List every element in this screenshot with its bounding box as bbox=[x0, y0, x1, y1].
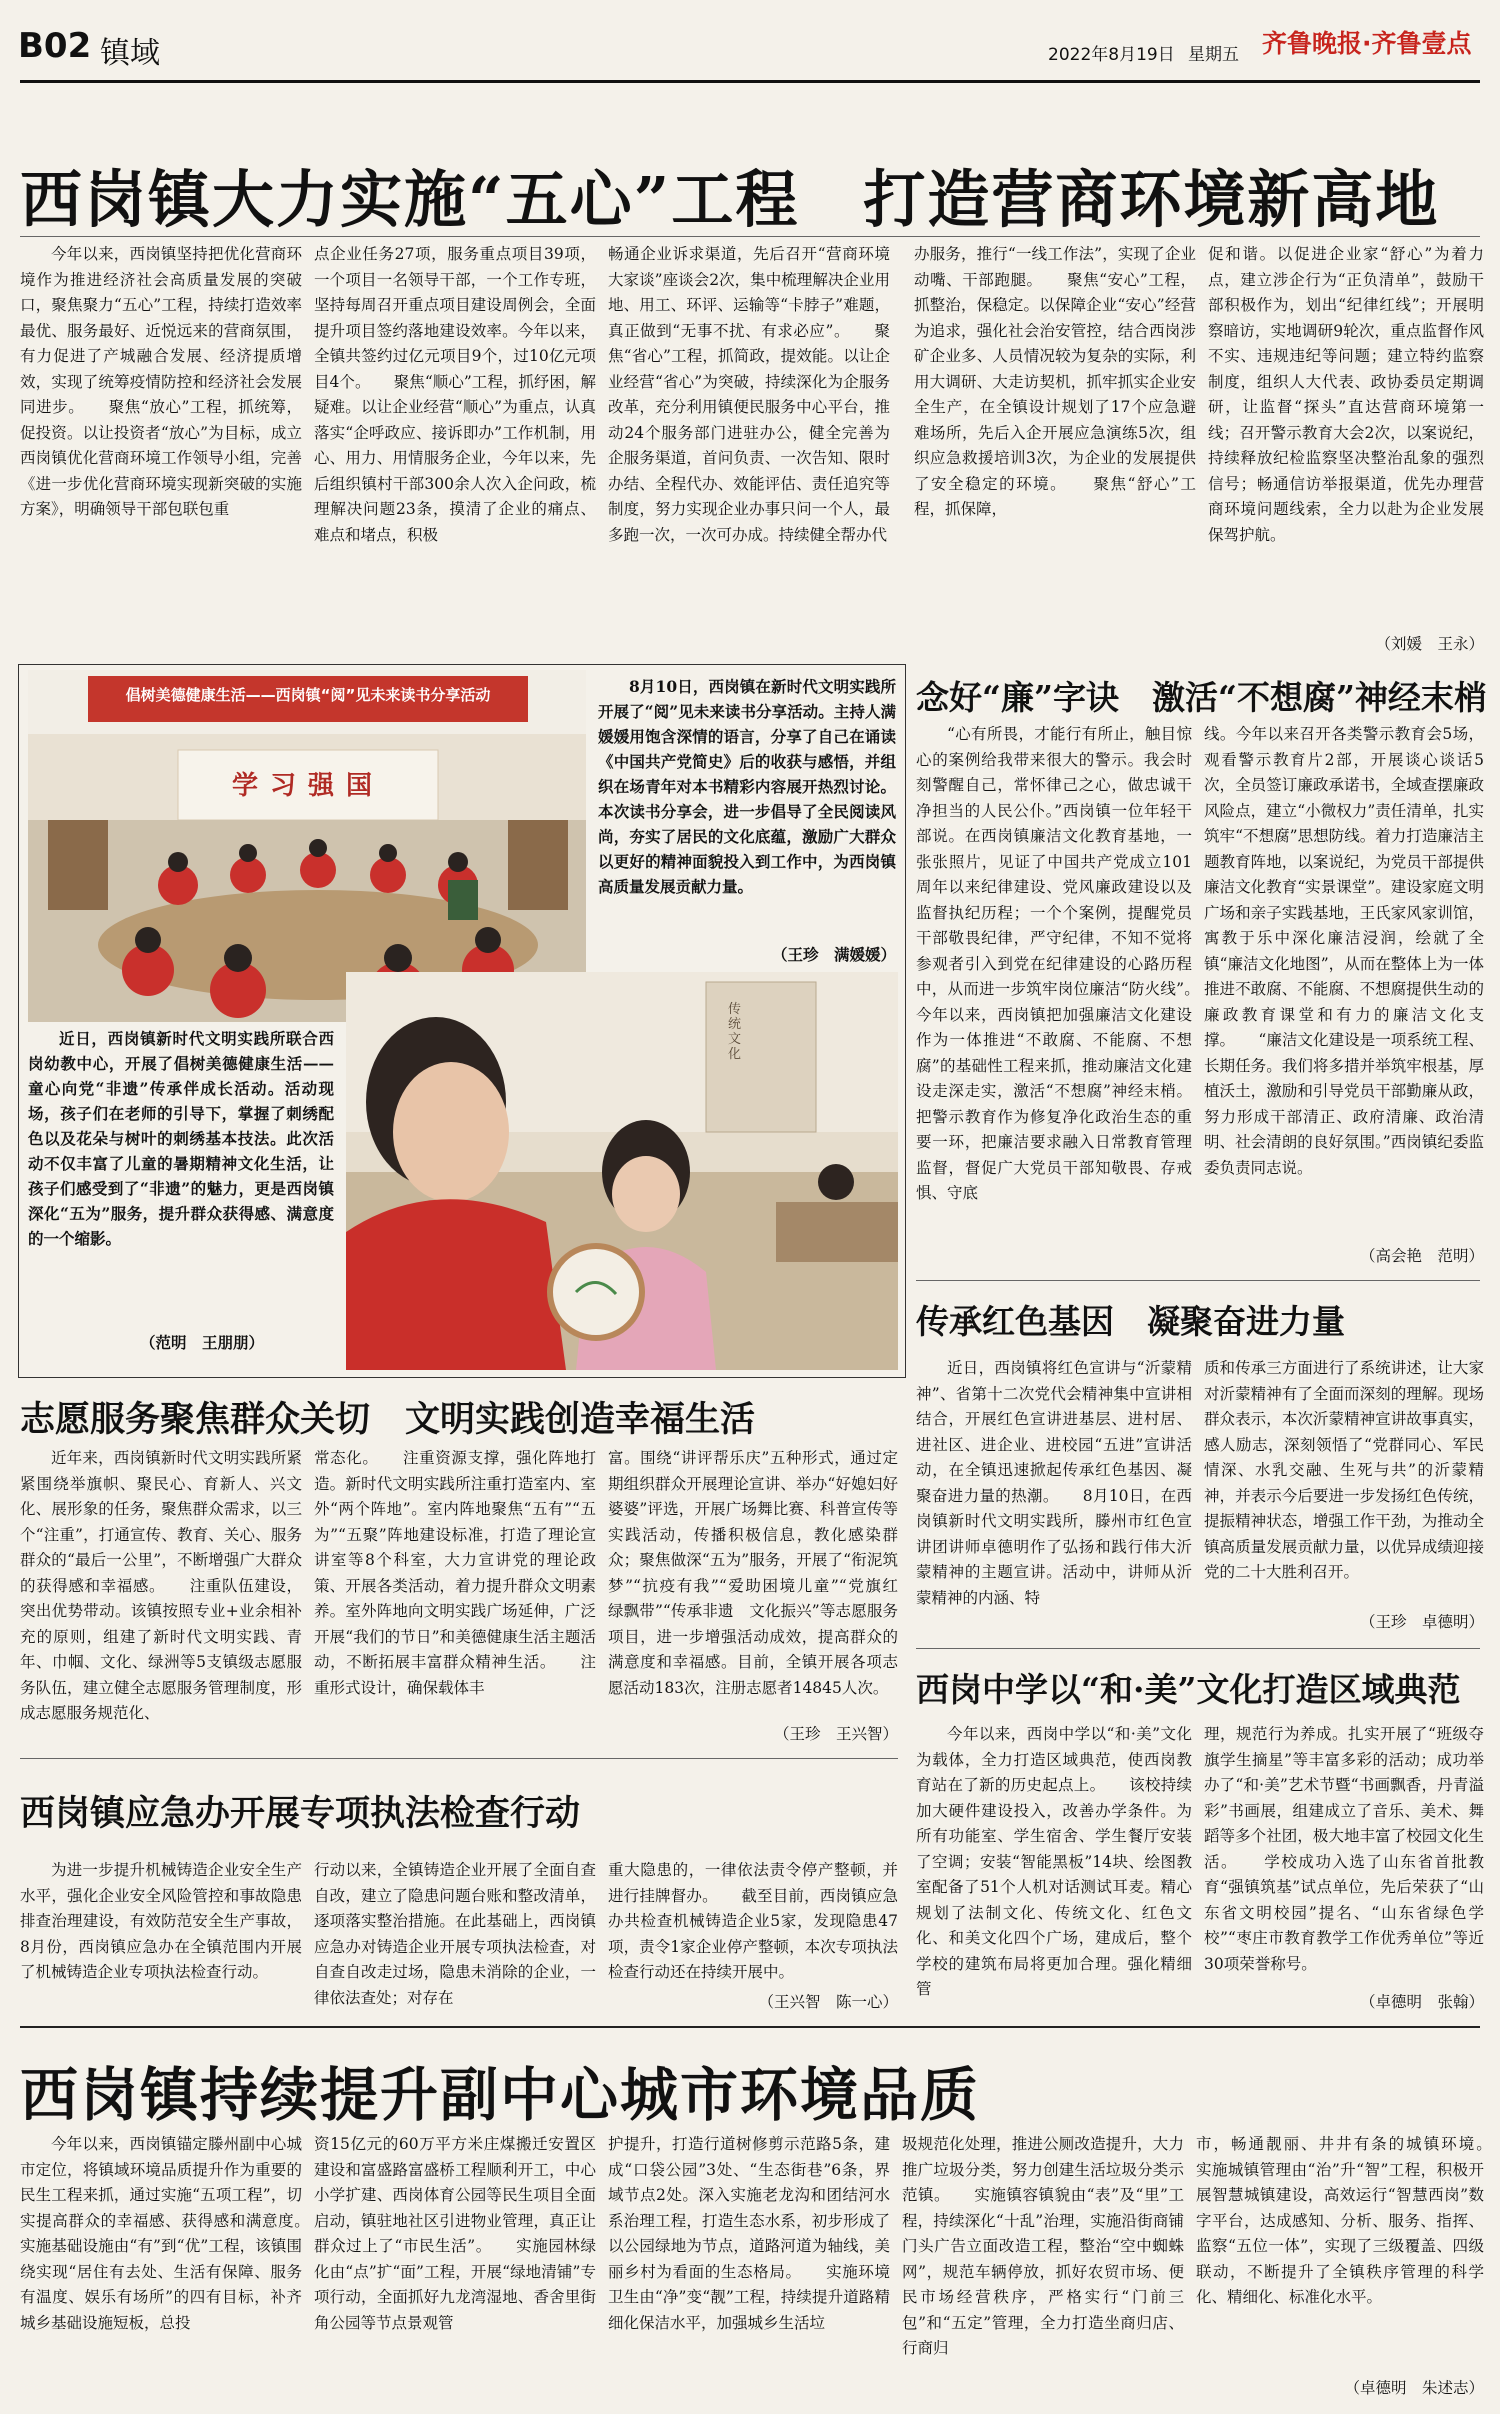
article5-title: 西岗镇应急办开展专项执法检查行动 bbox=[20, 1793, 581, 1834]
photo2-byline: （范明 王朋朋） bbox=[140, 1333, 265, 1352]
article5-col2: 行动以来，全镇铸造企业开展了全面自查自改，建立了隐患问题台账和整改清单，逐项落实整治措施。在此基础上，西岗镇应急办对铸造企业开展专项执法检查，对自查自改走过场，隐患未消除的企业，一律依法查处；对存在 bbox=[314, 1861, 596, 2007]
article3-col2: 质和传承三方面进行了系统讲述，让大家对沂蒙精神有了全面而深刻的理解。现场群众表示，本次沂蒙精神宣讲故事真实，感人励志，深刻领悟了“党群同心、军民情深、水乳交融、生死与共”的沂蒙精神，并表示今后要进一步发扬红色传统，提振精神状态，增强工作干劲，为推动全镇高质量发展贡献力量，以优异成绩迎接党的二十大胜利召开。 bbox=[1204, 1359, 1484, 1581]
article4-bottom-rule bbox=[20, 1758, 898, 1759]
article4-col3: 富。围绕“讲评帮乐庆”五种形式，通过定期组织群众开展理论宣讲、举办“好媳妇好婆婆”评选，开展广场舞比赛、科普宣传等实践活动，传播积极信息，教化感染群众；聚焦做深“五为”服务，开展了“衔泥筑梦”“抗疫有我”“爱助困境儿童”“党旗红 绿飘带”“传承非遗 文化振兴”等志愿服务项目，进一步增强活动成效，提高群众的满意度和幸福感。目前，全镇开展各项志愿活动183次，注册志愿者14845人次。 bbox=[608, 1449, 898, 1697]
article7-top-rule bbox=[20, 2026, 1480, 2028]
section-name: 镇域 bbox=[100, 36, 160, 71]
article4-title: 志愿服务聚焦群众关切 文明实践创造幸福生活 bbox=[20, 1399, 756, 1440]
article2-bottom-rule bbox=[916, 1280, 1480, 1281]
photo2-wall-text: 传统文化 bbox=[728, 1002, 742, 1062]
article2-byline: （高会艳 范明） bbox=[1359, 1247, 1484, 1265]
article3-title: 传承红色基因 凝聚奋进力量 bbox=[916, 1302, 1345, 1341]
photo-wall-text: 学习强国 bbox=[231, 771, 384, 801]
article3-byline: （王珍 卓德明） bbox=[1359, 1613, 1484, 1631]
article1-col4: 办服务，推行“一线工作法”，实现了企业动嘴、干部跑腿。 聚焦“安心”工程，抓整治，保稳定。以保障企业“安心”经营为追求，强化社会治安管控，结合西岗涉矿企业多、人员情况较为复杂的实际，利用大调研、大走访契机，抓牢抓实企业安全生产，在全镇设计规划了17个应急避难场所，先后入企开展应急演练5次，组织应急救援培训3次，为企业的发展提供了安全稳定的环境。 聚焦“舒心”工程，抓保障， bbox=[914, 245, 1196, 518]
article1-col3: 畅通企业诉求渠道，先后召开“营商环境大家谈”座谈会2次，集中梳理解决企业用地、用工、环评、运输等“卡脖子”难题，真正做到“无事不扰、有求必应”。 聚焦“省心”工程，抓简政，提效能。以让企业经营“省心”为突破，持续深化为企服务改革，充分利用镇便民服务中心平台，推动24个服务部门进驻办公，健全完善为企服务渠道，首问负责、一次告知、限时办结、全程代办、效能评估、责任追究等制度，努力实现企业办事只问一个人，最多跑一次，一次可办成。持续健全帮办代 bbox=[608, 245, 890, 544]
article4-col2: 常态化。 注重资源支撑，强化阵地打造。新时代文明实践所注重打造室内、室外“两个阵地”。室内阵地聚焦“五有”“五为”“五聚”阵地建设标准，打造了理论宣讲室等8个科室，大力宣讲党的理论政策、开展各类活动，着力提升群众文明素养。室外阵地向文明实践广场延伸，广泛开展“我们的节日”和美德健康生活主题活动，不断拓展丰富群众精神生活。 注重形式设计，确保载体丰 bbox=[314, 1449, 596, 1697]
article7-title: 西岗镇持续提升副中心城市环境品质 bbox=[20, 2061, 981, 2129]
article2-title: 念好“廉”字诀 激活“不想腐”神经末梢 bbox=[916, 678, 1487, 717]
article2-col1: “心有所畏，才能行有所止，触目惊心的案例给我带来很大的警示。我会时刻警醒自己，常怀律己之心，做忠诚干净担当的人民公仆。”西岗镇一位年轻干部说。在西岗镇廉洁文化教育基地，一张张照片，见证了中国共产党成立101周年以来纪律建设、党风廉政建设以及监督执纪历程；一个个案例，提醒党员干部敬畏纪律，严守纪律，不知不觉将参观者引入到党在纪律建设的心路历程中，从而进一步筑牢岗位廉洁“防火线”。 今年以来，西岗镇把加强廉洁文化建设作为一体推进“不敢腐、不能腐、不想腐”的基础性工程来抓，推动廉洁文化建设走深走实，激活“不想腐”神经末梢。把警示教育作为修复净化政治生态的重要一环，把廉洁要求融入日常教育管理监督，督促广大党员干部知敬畏、存戒惧、守底 bbox=[916, 725, 1192, 1202]
article1-col1: 今年以来，西岗镇坚持把优化营商环境作为推进经济社会高质量发展的突破口，聚焦聚力“五心”工程，持续打造效率最优、服务最好、近悦远来的营商氛围，有力促进了产城融合发展、经济提质增效，实现了统筹疫情防控和经济社会发展同进步。 聚焦“放心”工程，抓统筹，促投资。以让投资者“放心”为目标，成立西岗镇优化营商环境工作领导小组，完善《进一步优化营商环境实现新突破的实施方案》，明确领导干部包联包重 bbox=[20, 245, 302, 518]
article6-byline: （卓德明 张翰） bbox=[1359, 1993, 1484, 2011]
article7-col5: 市，畅通靓丽、井井有条的城镇环境。 实施城镇管理由“治”升“智”工程，积极开展智慧城镇建设，高效运行“智慧西岗”数字平台，达成感知、分析、服务、指挥、监察“五位一体”，实现了三级覆盖、四级联动，不断提升了全镇秩序管理的科学化、精细化、标准化水平。 bbox=[1196, 2135, 1484, 2306]
photo-banner-text: 倡树美德健康生活——西岗镇“阅”见未来读书分享活动 bbox=[125, 686, 491, 704]
article5-col3: 重大隐患的，一律依法责令停产整顿，并进行挂牌督办。 截至目前，西岗镇应急办共检查机械铸造企业5家，发现隐患47项，责令1家企业停产整顿，本次专项执法检查行动还在持续开展中。 bbox=[608, 1861, 898, 1981]
article6-col1: 今年以来，西岗中学以“和·美”文化为载体，全力打造区域典范，使西岗教育站在了新的历史起点上。 该校持续加大硬件建设投入，改善办学条件。为所有功能室、学生宿舍、学生餐厅安装了空调；安装“智能黑板”14块、绘图教室配备了51个人机对话测试耳麦。精心规划了法制文化、传统文化、红色文化、和美文化四个广场，建成后，整个学校的建筑布局将更加合理。强化精细管 bbox=[916, 1725, 1192, 1998]
article1-title: 西岗镇大力实施“五心”工程 打造营商环境新高地 bbox=[20, 163, 1440, 236]
article6-col2: 理，规范行为养成。扎实开展了“班级夺旗学生摘星”等丰富多彩的活动；成功举办了“和·美”艺术节暨“书画飘香，丹青溢彩”书画展，组建成立了音乐、美术、舞蹈等多个社团，极大地丰富了校园文化生活。 学校成功入选了山东省首批教育“强镇筑基”试点单位，先后荣获了“山东省文明校园”提名、“山东省绿色学校”“枣庄市教育教学工作优秀单位”等近30项荣誉称号。 bbox=[1204, 1725, 1484, 1973]
page-number: B02 bbox=[18, 26, 92, 66]
embroidery-photo bbox=[346, 972, 898, 1370]
article4-col1: 近年来，西岗镇新时代文明实践所紧紧围绕举旗帜、聚民心、育新人、兴文化、展形象的任务，聚焦群众需求，以三个“注重”，打通宣传、教育、关心、服务群众的“最后一公里”，不断增强广大群众的获得感和幸福感。 注重队伍建设，突出优势带动。该镇按照专业+业余相补充的原则，组建了新时代文明实践、青年、巾帼、文化、绿洲等5支镇级志愿服务队伍，建立健全志愿服务管理制度，形成志愿服务规范化、 bbox=[20, 1449, 302, 1722]
article5-byline: （王兴智 陈一心） bbox=[758, 1993, 898, 2011]
photo2-caption: 近日，西岗镇新时代文明实践所联合西岗幼教中心，开展了倡树美德健康生活——童心向党“非遗”传承伴成长活动。活动现场，孩子们在老师的引导下，掌握了刺绣配色以及花朵与树叶的刺绣基本技法。此次活动不仅丰富了儿童的暑期精神文化生活，让孩子们感受到了“非遗”的魅力，更是西岗镇深化“五为”服务，提升群众获得感、满意度的一个缩影。 bbox=[28, 1029, 334, 1248]
article5-col1: 为进一步提升机械铸造企业安全生产水平，强化企业安全风险管控和事故隐患排查治理建设，有效防范安全生产事故，8月份，西岗镇应急办在全镇范围内开展了机械铸造企业专项执法检查行动。 bbox=[20, 1861, 302, 1981]
article7-byline: （卓德明 朱述志） bbox=[1344, 2379, 1484, 2397]
article6-title: 西岗中学以“和·美”文化打造区域典范 bbox=[916, 1670, 1461, 1709]
article7-col4: 圾规范化处理，推进公厕改造提升，大力推广垃圾分类，努力创建生活垃圾分类示范镇。 实施镇容镇貌由“表”及“里”工程，持续深化“十乱”治理，实施沿街商铺门头广告立面改造工程，整治“空中蜘蛛网”，规范车辆停放，抓好农贸市场、便民市场经营秩序，严格实行“门前三包”和“五定”管理，全力打造坐商归店、行商归 bbox=[902, 2135, 1184, 2357]
article3-bottom-rule bbox=[916, 1648, 1480, 1649]
issue-date: 2022年8月19日 bbox=[1048, 45, 1175, 65]
newspaper-logo: 齐鲁晚报·齐鲁壹点 bbox=[1262, 29, 1472, 58]
article7-col3: 护提升，打造行道树修剪示范路5条，建成“口袋公园”3处、“生态街巷”6条，界域节点2处。深入实施老龙沟和团结河水系治理工程，打造生态水系，初步形成了以公园绿地为节点，道路河道为轴线，美丽乡村为看面的生态格局。 实施环境卫生由“净”变“靓”工程，持续提升道路精细化保洁水平，加强城乡生活垃 bbox=[608, 2135, 890, 2332]
article4-byline: （王珍 王兴智） bbox=[773, 1725, 898, 1743]
photo1-byline: （王珍 满媛媛） bbox=[771, 945, 896, 964]
issue-weekday: 星期五 bbox=[1188, 45, 1239, 65]
article3-col1: 近日，西岗镇将红色宣讲与“沂蒙精神”、省第十二次党代会精神集中宣讲相结合，开展红色宣讲进基层、进村居、进社区、进企业、进校园“五进”宣讲活动，在全镇迅速掀起传承红色基因、凝聚奋进力量的热潮。 8月10日，在西岗镇新时代文明实践所，滕州市红色宣讲团讲师卓德明作了弘扬和践行伟大沂蒙精神的主题宣讲。活动中，讲师从沂蒙精神的内涵、特 bbox=[916, 1359, 1192, 1607]
masthead-rule bbox=[20, 80, 1480, 83]
article2-col2: 线。今年以来召开各类警示教育会5场，观看警示教育片2部，开展谈心谈话5次，全员签订廉政承诺书，全域查摆廉政风险点，建立“小微权力”责任清单，扎实筑牢“不想腐”思想防线。着力打造廉洁主题教育阵地，以案说纪，为党员干部提供廉洁文化教育“实景课堂”。建设家庭文明广场和亲子实践基地，王氏家风家训馆，寓教于乐中深化廉洁浸润，绘就了全镇“廉洁文化地图”，从而在整体上为一体推进不敢腐、不能腐、不想腐提供生动的廉政教育课堂和有力的廉洁文化支撑。 “廉洁文化建设是一项系统工程、长期任务。我们将多措并举筑牢根基，厚植沃土，激励和引导党员干部勤廉从政，努力形成干部清正、政府清廉、政治清明、社会清朗的良好氛围。”西岗镇纪委监委负责同志说。 bbox=[1204, 725, 1484, 1177]
reading-session-photo bbox=[28, 670, 586, 1022]
article1-top-rule bbox=[20, 236, 1480, 237]
photo1-caption: 8月10日，西岗镇在新时代文明实践所开展了“阅”见未来读书分享活动。主持人满媛媛用饱含深情的语言，分享了自己在诵读《中国共产党简史》后的收获与感悟，并组织在场青年对本书精彩内容展开热烈讨论。本次读书分享会，进一步倡导了全民阅读风尚，夯实了居民的文化底蕴，激励广大群众以更好的精神面貌投入到工作中，为西岗镇高质量发展贡献力量。 bbox=[598, 677, 896, 896]
article1-col5: 促和谐。以促进企业家“舒心”为着力点，建立涉企行为“正负清单”，鼓励干部积极作为，划出“纪律红线”；开展明察暗访，实地调研9轮次，重点监督作风不实、违规违纪等问题；建立特约监察制度，组织人大代表、政协委员定期调研，让监督“探头”直达营商环境第一线；召开警示教育大会2次，以案说纪，持续释放纪检监察坚决整治乱象的强烈信号；畅通信访举报渠道，优先办理营商环境问题线索，全力以赴为企业发展保驾护航。 bbox=[1208, 245, 1484, 544]
article1-col2: 点企业任务27项，服务重点项目39项，一个项目一名领导干部，一个工作专班，坚持每周召开重点项目建设周例会，全面提升项目签约落地建设效率。今年以来，全镇共签约过亿元项目9个，过10亿元项目4个。 聚焦“顺心”工程，抓纾困，解疑难。以让企业经营“顺心”为重点，认真落实“企呼政应、接诉即办”工作机制，用心、用力、用情服务企业，今年以来，先后组织镇村干部300余人次入企问政，梳理解决问题23条，摸清了企业的痛点、难点和堵点，积极 bbox=[314, 245, 596, 544]
article1-byline: （刘媛 王永） bbox=[1375, 635, 1484, 653]
article7-col1: 今年以来，西岗镇锚定滕州副中心城市定位，将镇域环境品质提升作为重要的民生工程来抓，通过实施“五项工程”，切实提高群众的幸福感、获得感和满意度。 实施基础设施由“有”到“优”工程，该镇围绕实现“居住有去处、生活有保障、服务有温度、娱乐有场所”的四有目标，补齐城乡基础设施短板，总投 bbox=[20, 2135, 302, 2332]
article7-col2: 资15亿元的60万平方米庄煤搬迁安置区建设和富盛路富盛桥工程顺利开工，中心小学扩建、西岗体育公园等民生项目全面启动，镇驻地社区引进物业管理，真正让群众过上了“市民生活”。 实施园林绿化由“点”扩“面”工程，开展“绿地清铺”专项行动，全面抓好九龙湾湿地、香舍里街角公园等节点景观管 bbox=[314, 2135, 596, 2332]
